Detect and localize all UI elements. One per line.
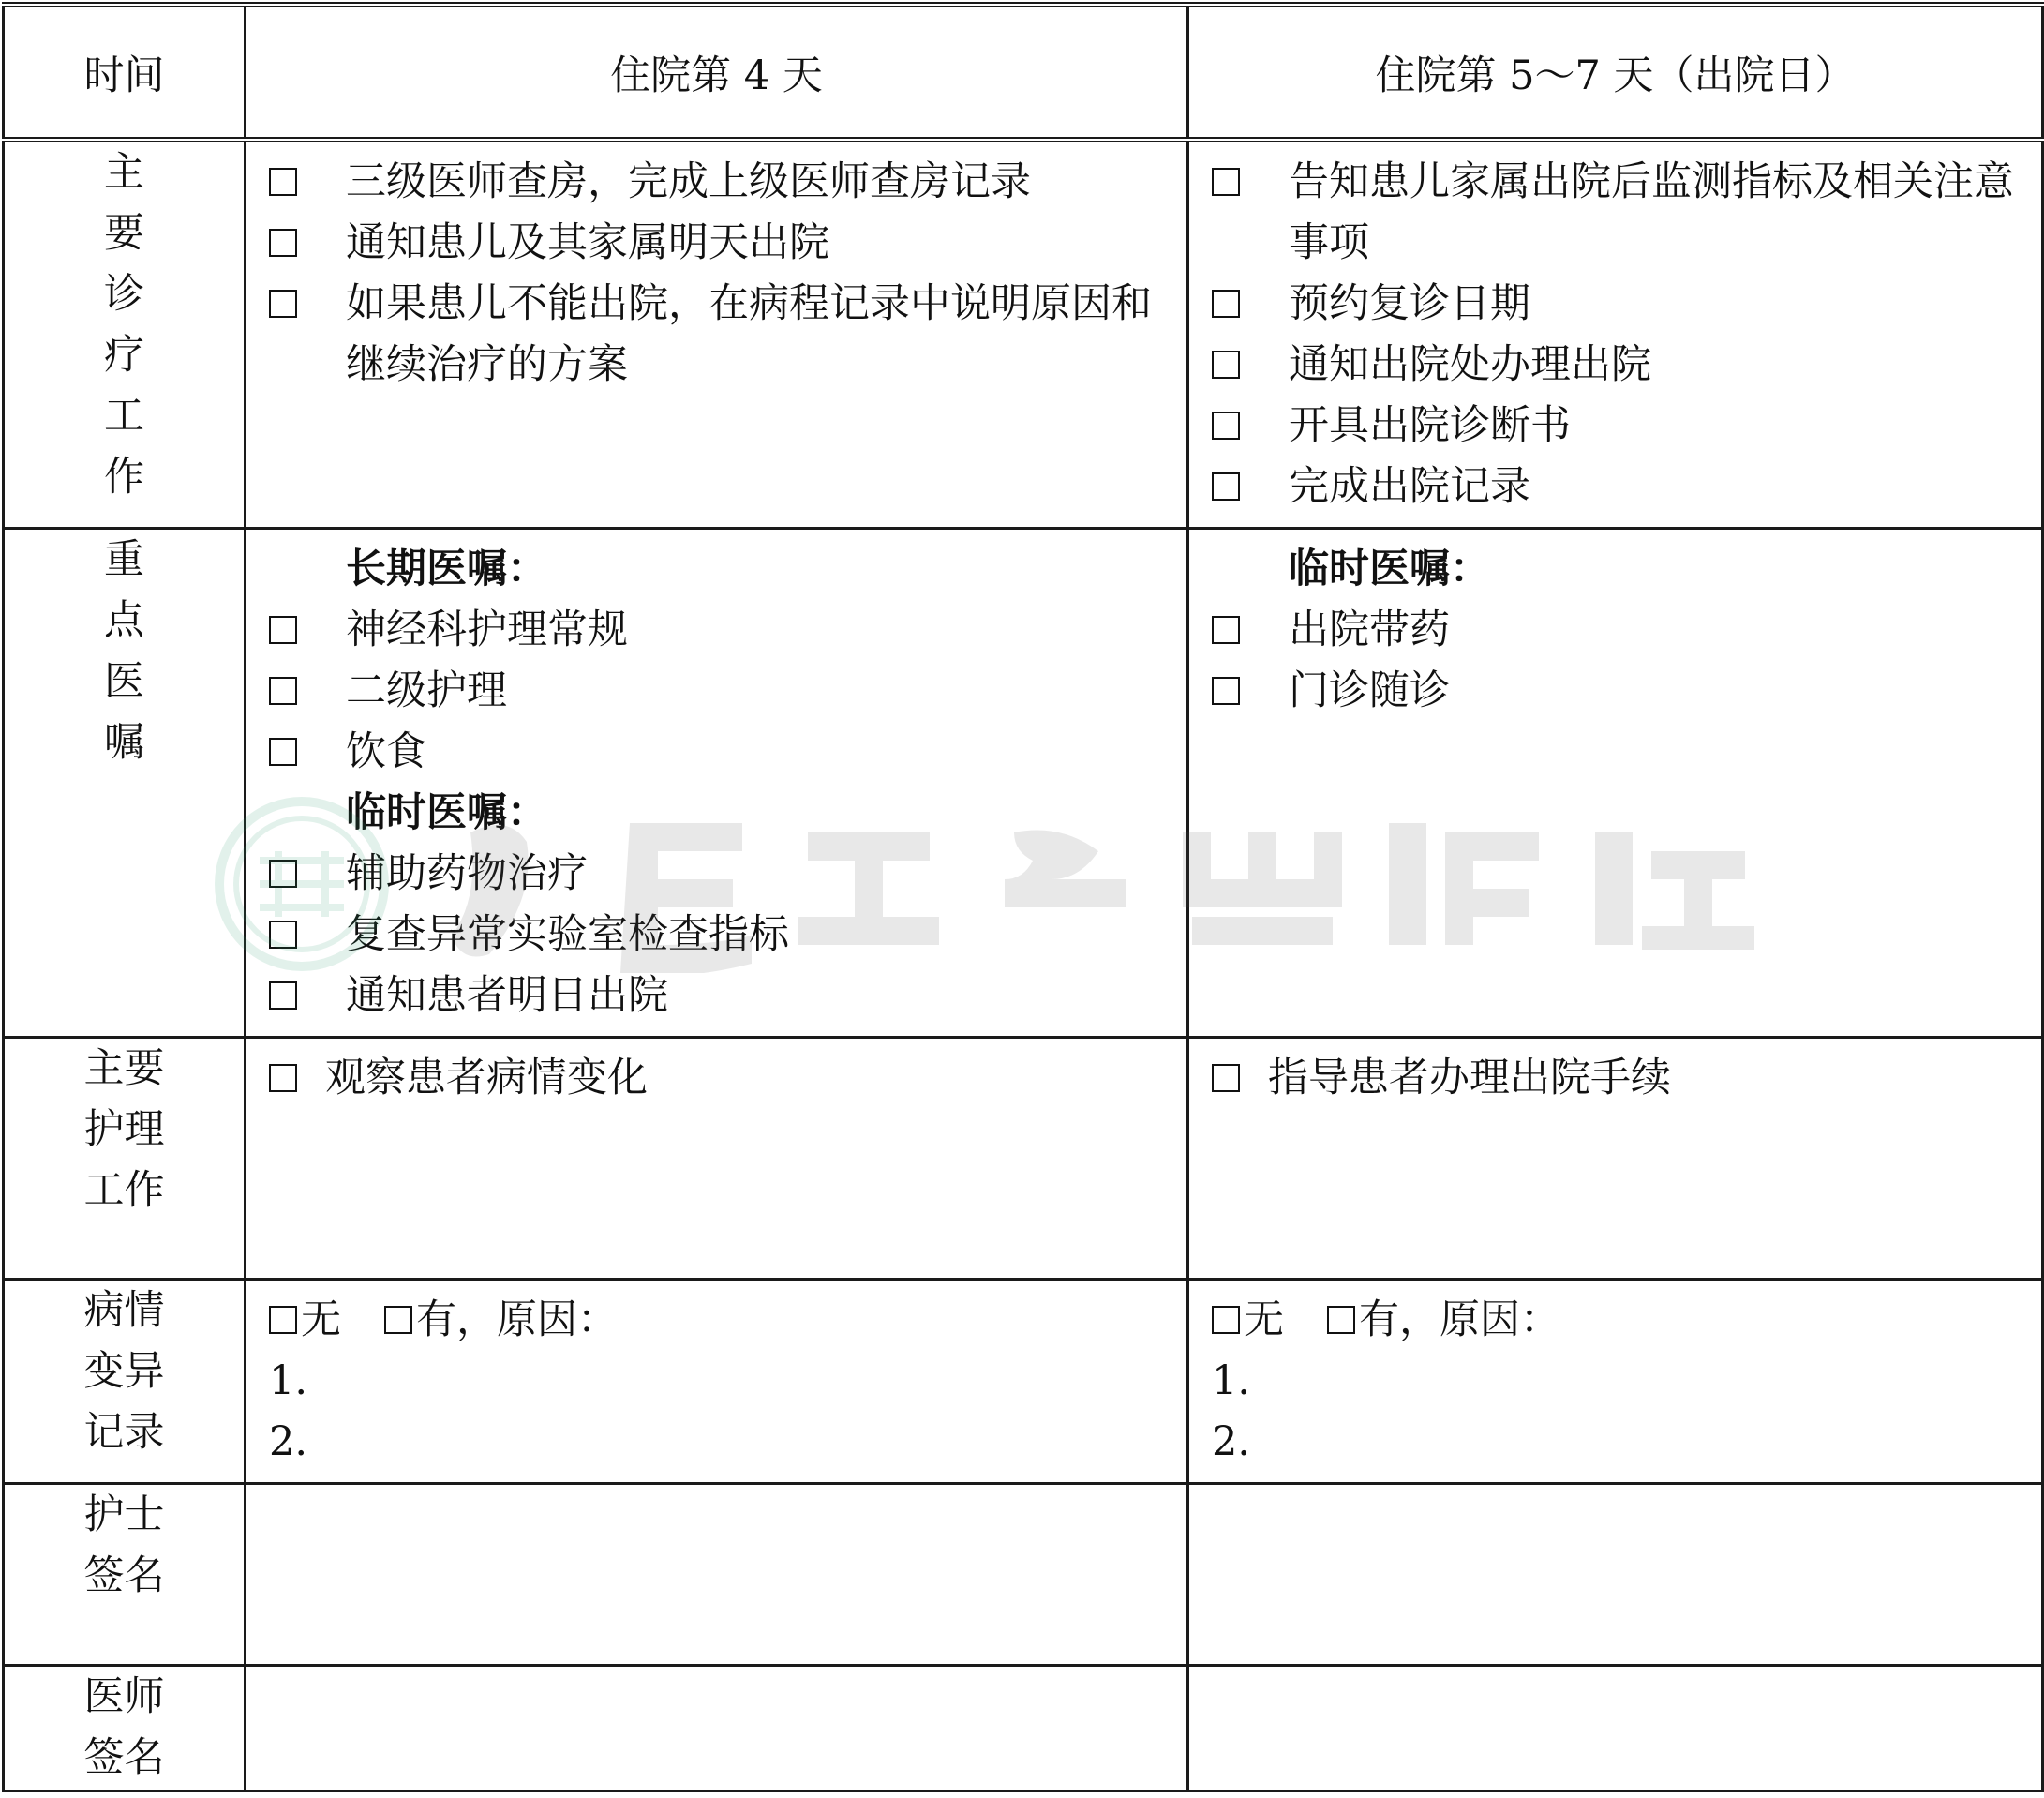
variation-none-option[interactable]: 无 (269, 1290, 341, 1351)
variation-day4-cell (246, 1280, 1188, 1484)
checkbox[interactable] (384, 1306, 412, 1334)
checkbox[interactable] (1327, 1306, 1355, 1334)
checklist-item: 通知出院处办理出院 (1212, 335, 2022, 396)
row-nursing (4, 1038, 2043, 1280)
reason-line-2: 2. (269, 1418, 308, 1465)
checkbox[interactable] (269, 981, 297, 1010)
checkbox[interactable] (269, 229, 297, 257)
doctor-signature-day5-7-field[interactable] (1188, 1666, 2043, 1791)
row-variation (4, 1280, 2043, 1484)
nurse-signature-day4-field[interactable] (246, 1484, 1188, 1666)
checklist-item: 出院带药 (1212, 600, 2022, 661)
temporary-orders-title: 临时医嘱： (1289, 546, 1490, 592)
checkbox[interactable] (269, 168, 297, 196)
row-diagnosis (4, 140, 2043, 529)
orders-day5-7-cell (1188, 529, 2043, 1038)
checkbox[interactable] (1212, 677, 1240, 705)
row-label-orders: 重 点 医 嘱 (4, 529, 246, 1038)
checklist-item: 门诊随诊 (1212, 661, 2022, 722)
checkbox[interactable] (1212, 1306, 1240, 1334)
checklist-item: 二级护理 (269, 661, 1168, 722)
checkbox[interactable] (1212, 412, 1240, 440)
checklist-item: 指导患者办理出院手续 (1212, 1048, 2022, 1109)
variation-day5-7-cell (1188, 1280, 2043, 1484)
doctor-signature-day4-field[interactable] (246, 1666, 1188, 1791)
checklist-item: 神经科护理常规 (269, 600, 1168, 661)
variation-yes-option[interactable]: 有，原因： (384, 1290, 618, 1351)
row-label-nurse-signature: 护士 签名 (4, 1484, 246, 1666)
reason-line-1: 1. (1212, 1357, 1251, 1404)
row-nurse-signature (4, 1484, 2043, 1666)
header-time: 时间 (4, 5, 246, 140)
checkbox[interactable] (1212, 1064, 1240, 1092)
checklist-item: 开具出院诊断书 (1212, 396, 2022, 457)
checklist-item: 完成出院记录 (1212, 457, 2022, 517)
row-doctor-signature (4, 1666, 2043, 1791)
row-label-doctor-signature: 医师 签名 (4, 1666, 246, 1791)
variation-yes-option[interactable]: 有，原因： (1327, 1290, 1560, 1351)
nursing-day4-cell (246, 1038, 1188, 1280)
row-label-nursing: 主要 护理 工作 (4, 1038, 246, 1280)
nurse-signature-day5-7-field[interactable] (1188, 1484, 2043, 1666)
nursing-day5-7-cell (1188, 1038, 2043, 1280)
row-label-variation: 病情 变异 记录 (4, 1280, 246, 1484)
variation-none-option[interactable]: 无 (1212, 1290, 1284, 1351)
temporary-orders-title: 临时医嘱： (346, 789, 547, 836)
reason-line-1: 1. (269, 1357, 308, 1404)
checkbox[interactable] (269, 738, 297, 766)
checklist-item: 饮食 (269, 722, 1168, 783)
checkbox[interactable] (269, 921, 297, 949)
checklist-item: 如果患儿不能出院，在病程记录中说明原因和继续治疗的方案 (269, 274, 1168, 396)
checklist-item: 通知患者明日出院 (269, 966, 1168, 1026)
checklist-item: 辅助药物治疗 (269, 844, 1168, 905)
checklist-item: 三级医师查房，完成上级医师查房记录 (269, 152, 1168, 213)
checkbox[interactable] (1212, 616, 1240, 644)
checklist-item: 通知患儿及其家属明天出院 (269, 213, 1168, 274)
checkbox[interactable] (269, 677, 297, 705)
checkbox[interactable] (269, 1064, 297, 1092)
checklist-item: 观察患者病情变化 (269, 1048, 1168, 1109)
row-orders (4, 529, 2043, 1038)
reason-line-2: 2. (1212, 1418, 1251, 1465)
checklist-item: 复查异常实验室检查指标 (269, 905, 1168, 966)
header-day4: 住院第 4 天 (246, 5, 1188, 140)
checklist-item: 告知患儿家属出院后监测指标及相关注意事项 (1212, 152, 2022, 274)
checkbox[interactable] (1212, 168, 1240, 196)
diagnosis-day4-cell (246, 140, 1188, 529)
checkbox[interactable] (1212, 351, 1240, 379)
long-term-orders-title: 长期医嘱： (346, 546, 547, 592)
checklist-item: 预约复诊日期 (1212, 274, 2022, 335)
checkbox[interactable] (269, 616, 297, 644)
clinical-pathway-table (2, 2, 2044, 1792)
orders-day4-cell (246, 529, 1188, 1038)
checkbox[interactable] (269, 1306, 297, 1334)
header-row (4, 5, 2043, 140)
checkbox[interactable] (1212, 472, 1240, 501)
checkbox[interactable] (269, 290, 297, 318)
checkbox[interactable] (269, 860, 297, 888)
checkbox[interactable] (1212, 290, 1240, 318)
row-label-diagnosis: 主 要 诊 疗 工 作 (4, 140, 246, 529)
diagnosis-day5-7-cell (1188, 140, 2043, 529)
header-day5-7: 住院第 5～7 天（出院日） (1188, 5, 2043, 140)
